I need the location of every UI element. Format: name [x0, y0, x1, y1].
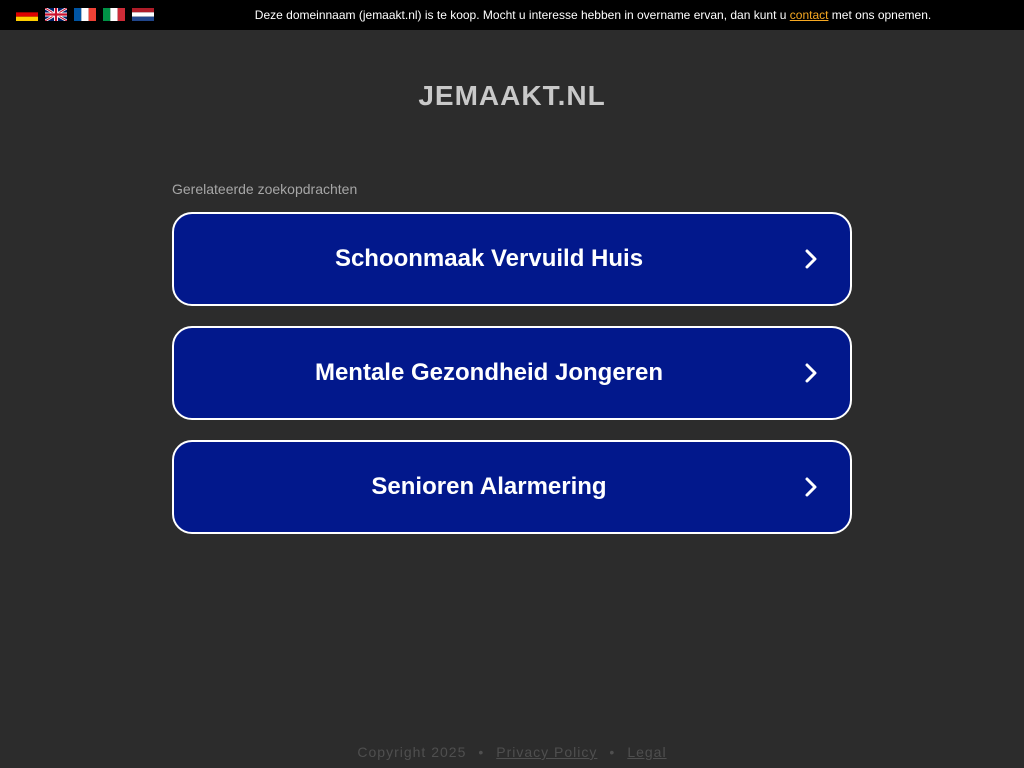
copyright-text: Copyright 2025: [357, 744, 467, 760]
footer-separator: •: [478, 744, 485, 760]
related-search-label: Schoonmaak Vervuild Huis: [334, 245, 644, 272]
chevron-right-icon: [802, 248, 820, 270]
flag-it-icon[interactable]: [103, 8, 125, 21]
related-searches-list: [172, 212, 852, 554]
top-bar: [0, 0, 1024, 30]
chevron-right-icon: [802, 362, 820, 384]
footer: [0, 744, 1024, 760]
notice-text-before: Deze domeinnaam (jemaakt.nl) is te koop. Mocht u interesse hebben in overname ervan, dan kunt u: [254, 8, 790, 22]
flag-de-icon[interactable]: [16, 8, 38, 21]
legal-link[interactable]: Legal: [627, 744, 667, 760]
flag-uk-icon[interactable]: [45, 8, 67, 21]
related-searches-label: Gerelateerde zoekopdrachten: [172, 181, 358, 197]
related-search-button[interactable]: [172, 440, 852, 534]
related-search-button[interactable]: [172, 326, 852, 420]
related-search-button[interactable]: [172, 212, 852, 306]
flag-nl-icon[interactable]: [132, 8, 154, 21]
contact-link[interactable]: contact: [789, 8, 829, 22]
privacy-policy-link[interactable]: Privacy Policy: [496, 744, 598, 760]
related-search-label: Senioren Alarmering: [371, 473, 607, 500]
site-title: JEMAAKT.NL: [418, 80, 606, 111]
chevron-right-icon: [802, 476, 820, 498]
language-flags: [16, 8, 154, 21]
notice-text-after: met ons opnemen.: [828, 8, 932, 22]
related-search-label: Mentale Gezondheid Jongeren: [314, 359, 664, 386]
flag-fr-icon[interactable]: [74, 8, 96, 21]
domain-sale-notice: [170, 0, 1016, 30]
footer-separator: •: [609, 744, 616, 760]
